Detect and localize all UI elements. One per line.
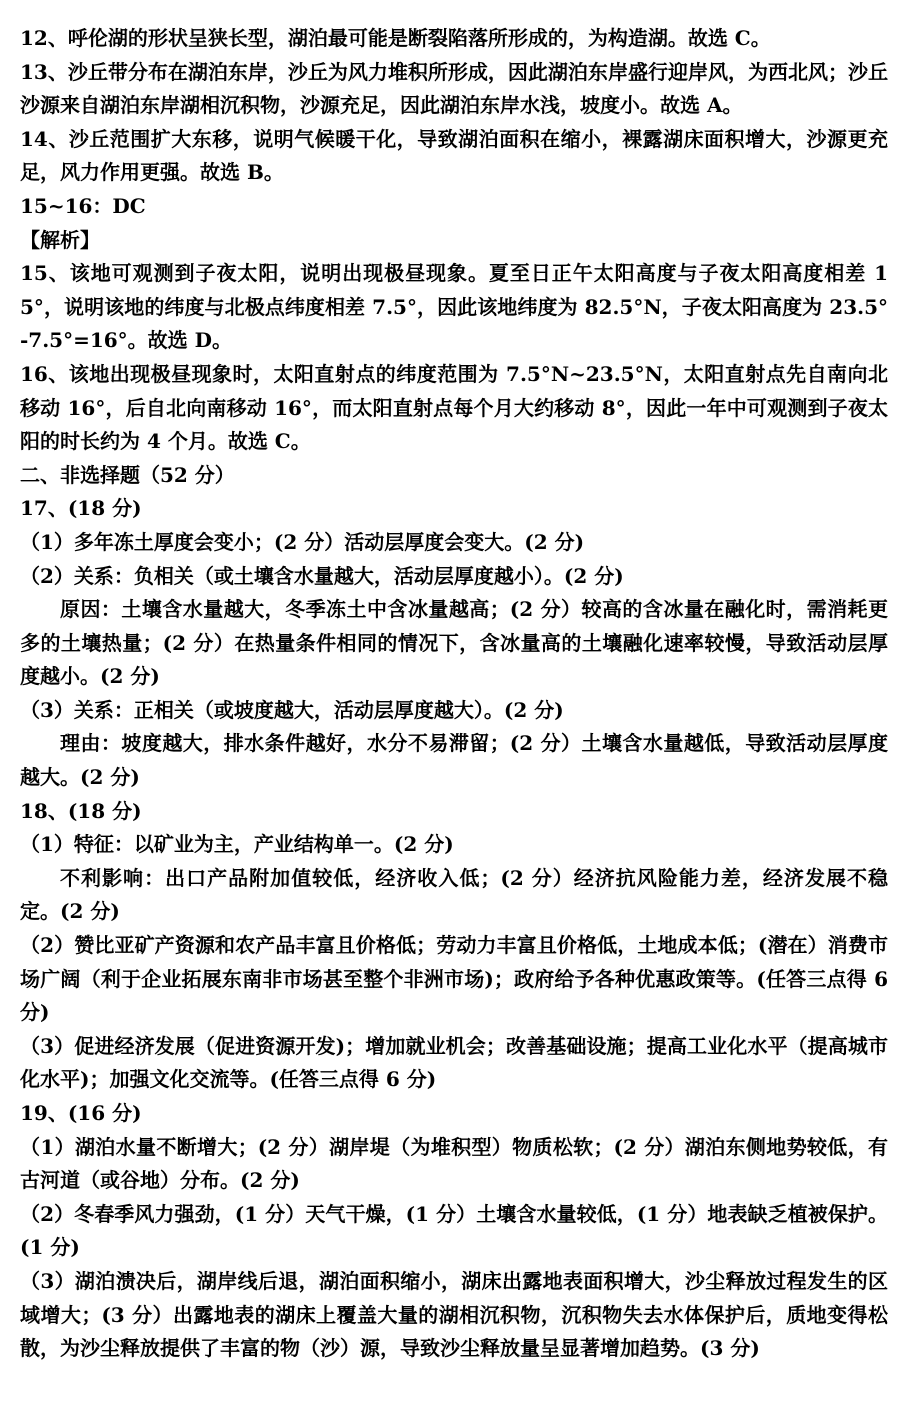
- answer-18-3: （3）促进经济发展（促进资源开发)；增加就业机会；改善基础设施；提高工业化水平（提高城市化水平)；加强文化交流等。(任答三点得 6 分): [20, 1033, 888, 1092]
- answer-12: 12、呼伦湖的形状呈狭长型，湖泊最可能是断裂陷落所形成的，为构造湖。故选 C。: [20, 26, 771, 50]
- analysis-heading: 【解析】: [20, 227, 100, 252]
- answer-page: [20, 0, 888, 1366]
- answer-17-2: （2）关系：负相关（或土壤含水量越大，活动层厚度越小）。(2 分): [20, 563, 624, 588]
- section-2-heading: 二、非选择题（52 分）: [20, 462, 235, 487]
- answer-19-3: （3）湖泊溃决后，湖岸线后退，湖泊面积缩小，湖床出露地表面积增大，沙尘释放过程发生的区域增大；(3 分）出露地表的湖床上覆盖大量的湖相沉积物，沉积物失去水体保护后，质地变得松散，为沙尘释放提供了丰富的物（沙）源，导致沙尘释放量呈显著增加趋势。(3 分): [20, 1268, 888, 1361]
- answer-15-16-key: 15~16：DC: [20, 193, 146, 218]
- answer-16: 16、该地出现极昼现象时，太阳直射点的纬度范围为 7.5°N~23.5°N，太阳直射点先自南向北移动 16°，后自北向南移动 16°，而太阳直射点每个月大约移动 8°，因此一年中可观测到子夜太阳的时长约为 4 个月。故选 C。: [20, 361, 888, 454]
- answer-17-3-reason: 理由：坡度越大，排水条件越好，水分不易滞留；(2 分）土壤含水量越低，导致活动层厚度越大。(2 分): [20, 731, 888, 790]
- answer-17-3: （3）关系：正相关（或坡度越大，活动层厚度越大）。(2 分): [20, 697, 564, 722]
- answer-17-1: （1）多年冻土厚度会变小；(2 分）活动层厚度会变大。(2 分): [20, 529, 585, 554]
- question-18-heading: 18、(18 分): [20, 798, 142, 823]
- answer-19-1: （1）湖泊水量不断增大；(2 分）湖岸堤（为堆积型）物质松软；(2 分）湖泊东侧地势较低，有古河道（或谷地）分布。(2 分): [20, 1134, 888, 1193]
- answer-18-1-impact: 不利影响：出口产品附加值较低，经济收入低；(2 分）经济抗风险能力差，经济发展不稳定。(2 分): [20, 865, 888, 924]
- answer-18-2: （2）赞比亚矿产资源和农产品丰富且价格低；劳动力丰富且价格低，土地成本低；(潜在）消费市场广阔（利于企业拓展东南非市场甚至整个非洲市场)；政府给予各种优惠政策等。(任答三点得 6 分): [20, 933, 888, 1025]
- answer-14: 14、沙丘范围扩大东移，说明气候暖干化，导致湖泊面积在缩小，裸露湖床面积增大，沙源更充足，风力作用更强。故选 B。: [20, 126, 888, 185]
- answer-13: 13、沙丘带分布在湖泊东岸，沙丘为风力堆积所形成，因此湖泊东岸盛行迎岸风，为西北风；沙丘沙源来自湖泊东岸湖相沉积物，沙源充足，因此湖泊东岸水浅，坡度小。故选 A。: [20, 59, 888, 118]
- answer-19-2: （2）冬春季风力强劲，(1 分）天气干燥，(1 分）土壤含水量较低，(1 分）地表缺乏植被保护。(1 分): [20, 1201, 888, 1260]
- answer-15: 15、该地可观测到子夜太阳，说明出现极昼现象。夏至日正午太阳高度与子夜太阳高度相差 15°，说明该地的纬度与北极点纬度相差 7.5°，因此该地纬度为 82.5°N，子夜太阳高度为 23.5°-7.5°=16°。故选 D。: [20, 261, 888, 353]
- question-19-heading: 19、(16 分): [20, 1101, 142, 1125]
- question-17-heading: 17、(18 分): [20, 496, 142, 521]
- answer-17-2-reason: 原因：土壤含水量越大，冬季冻土中含冰量越高；(2 分）较高的含冰量在融化时，需消耗更多的土壤热量；(2 分）在热量条件相同的情况下，含冰量高的土壤融化速率较慢，导致活动层厚度越小。(2 分): [20, 597, 888, 689]
- answer-18-1: （1）特征：以矿业为主，产业结构单一。(2 分): [20, 832, 454, 857]
